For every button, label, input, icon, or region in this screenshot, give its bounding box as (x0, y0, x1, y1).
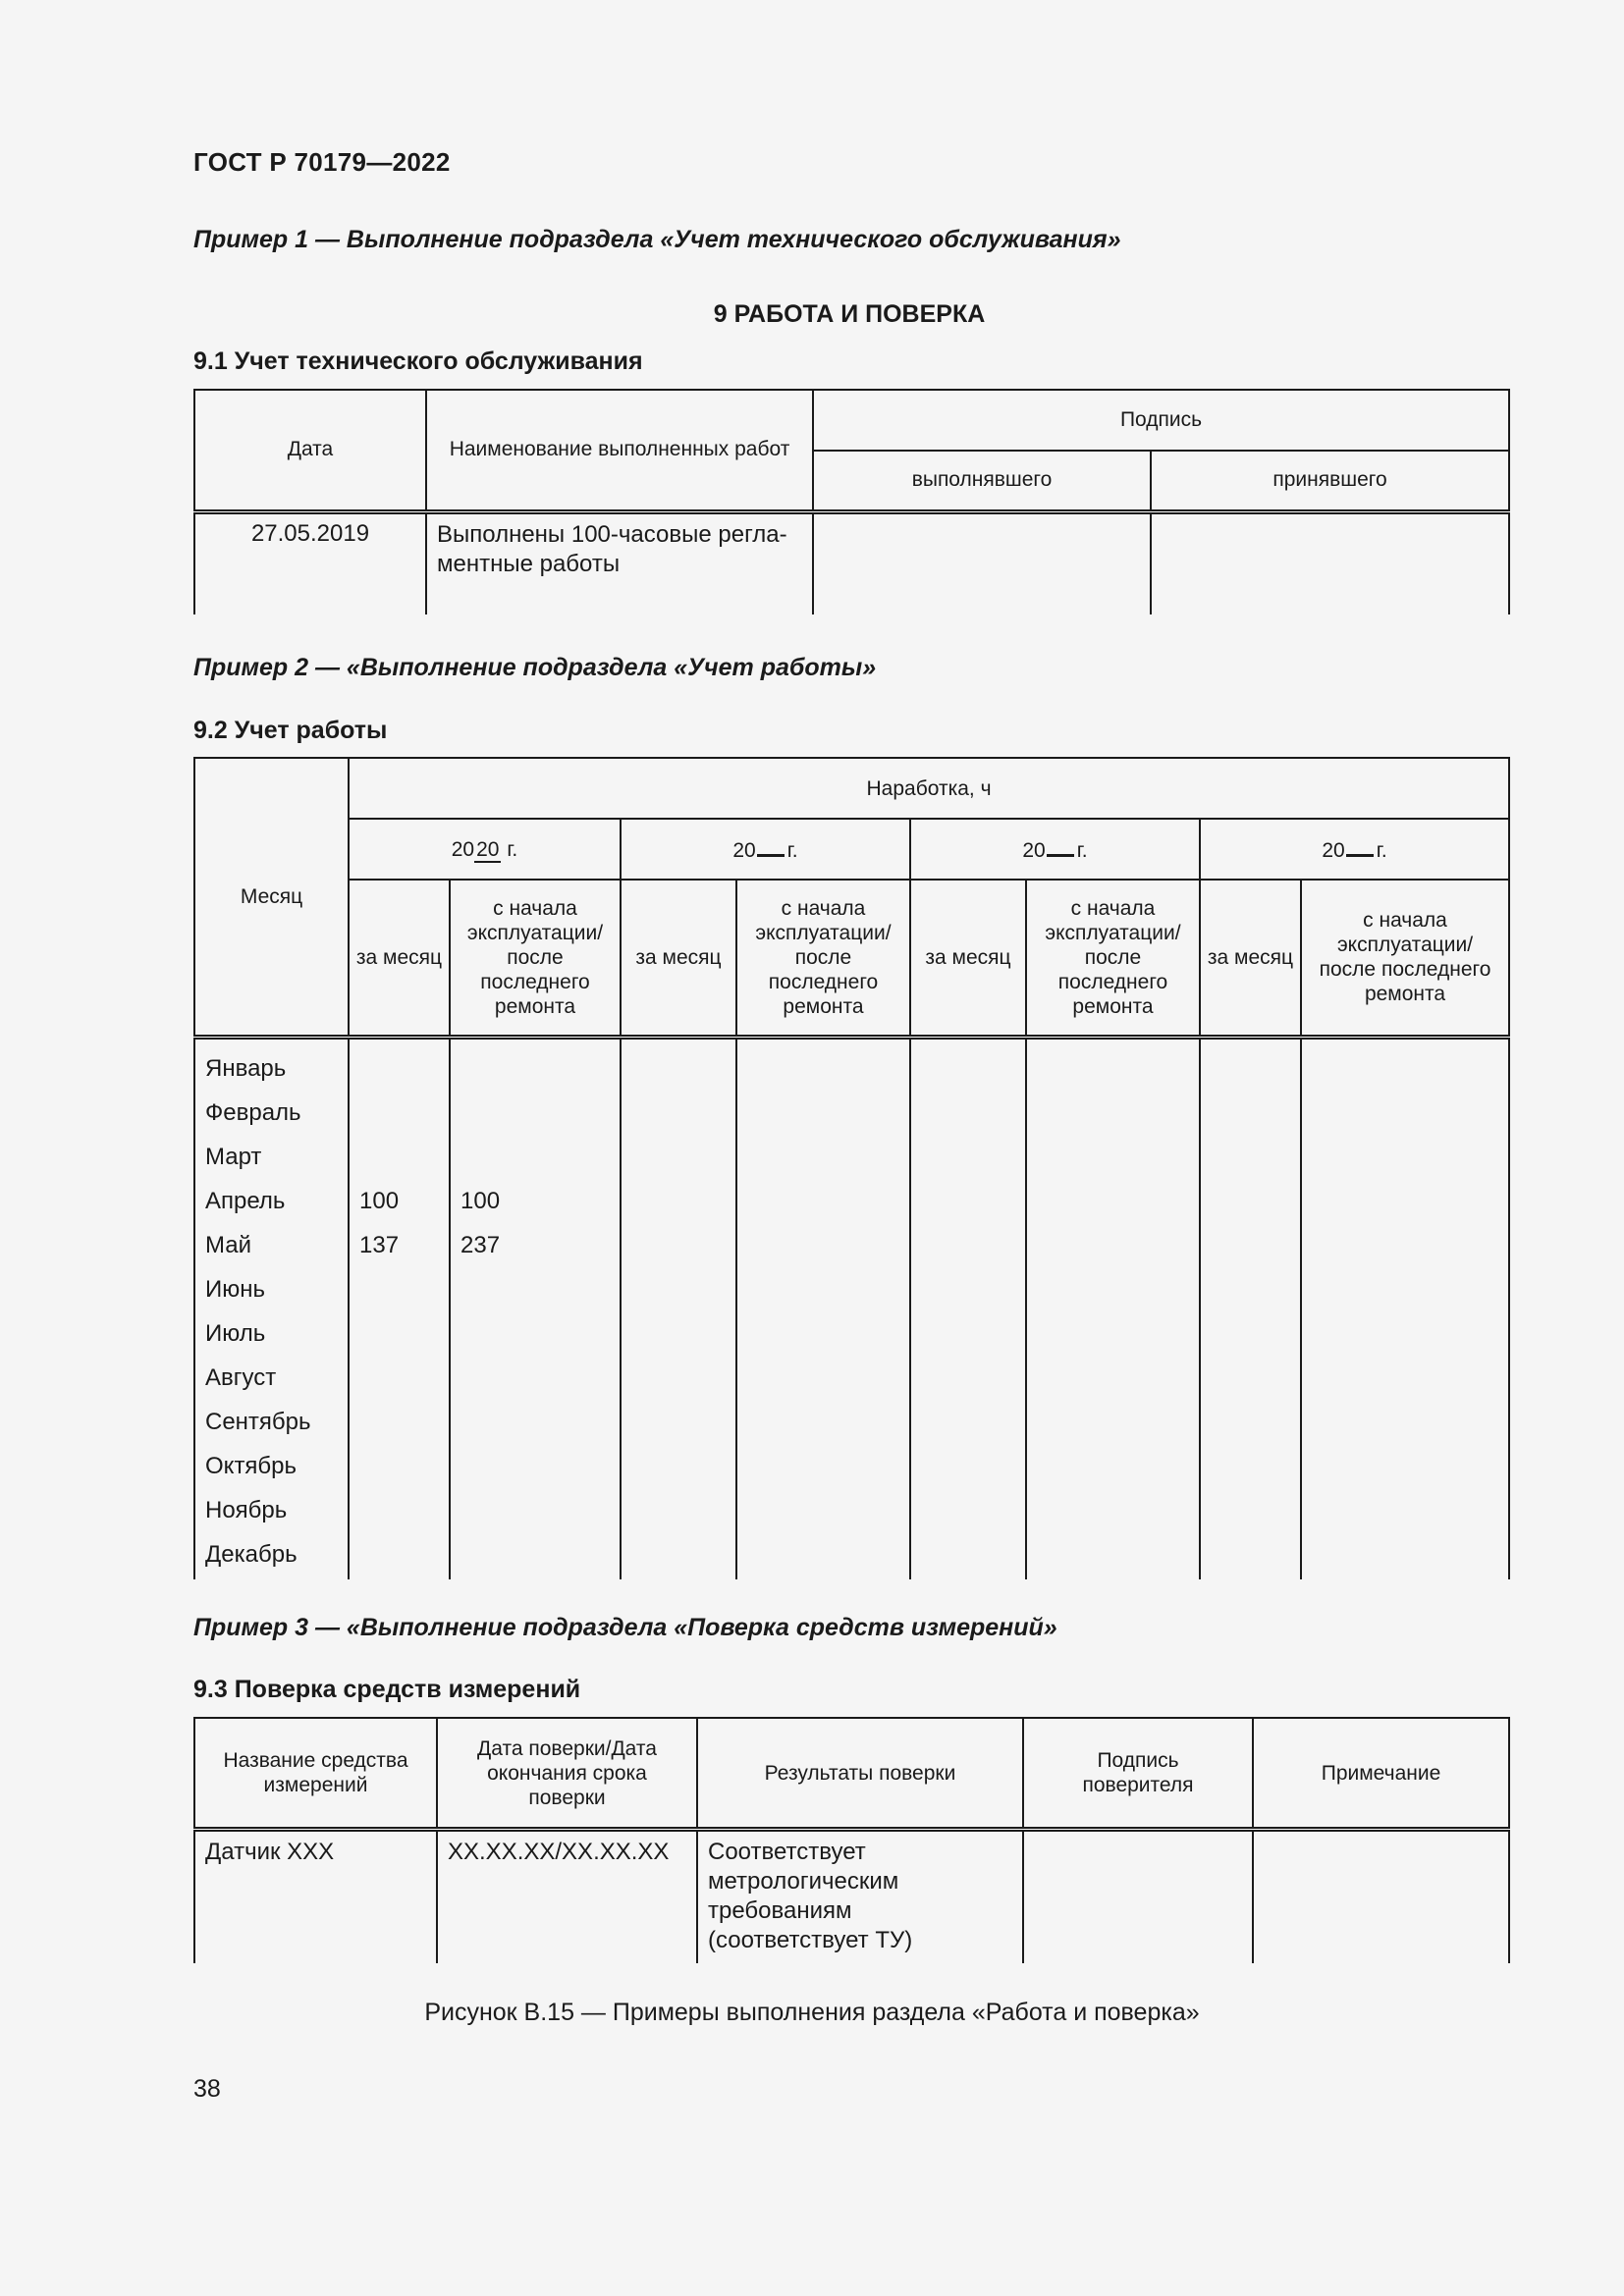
per-month-value-4 (1200, 1533, 1301, 1579)
per-month-value-2 (621, 1180, 736, 1224)
page-number: 38 (193, 2075, 221, 2103)
row-verifier-signature (1023, 1830, 1253, 1964)
per-month-value-4 (1200, 1489, 1301, 1533)
since-value-2 (736, 1180, 910, 1224)
since-value-1 (450, 1533, 621, 1579)
example-3-title: Пример 3 — «Выполнение подраздела «Поверка средств измерений» (193, 1614, 1057, 1641)
month-name: Декабрь (194, 1533, 349, 1579)
col-verifier-signature-header: Подпись поверителя (1023, 1718, 1253, 1830)
per-month-value-4 (1200, 1180, 1301, 1224)
since-value-2 (736, 1312, 910, 1357)
since-value-3 (1026, 1224, 1200, 1268)
since-value-3 (1026, 1489, 1200, 1533)
per-month-value-4 (1200, 1136, 1301, 1180)
table-row (194, 1357, 1509, 1401)
col-signature-header: Подпись (813, 390, 1509, 451)
since-value-4 (1301, 1312, 1509, 1357)
since-value-4 (1301, 1489, 1509, 1533)
month-name: Август (194, 1357, 349, 1401)
since-value-4 (1301, 1268, 1509, 1312)
since-value-2 (736, 1037, 910, 1092)
since-value-4 (1301, 1533, 1509, 1579)
per-month-value-2 (621, 1268, 736, 1312)
per-month-value-4 (1200, 1312, 1301, 1357)
per-month-value-4 (1200, 1445, 1301, 1489)
since-value-1 (450, 1136, 621, 1180)
subsection-9-3-title: 9.3 Поверка средств измерений (193, 1676, 581, 1703)
since-value-1 (450, 1268, 621, 1312)
col-per-month-2: за месяц (621, 880, 736, 1037)
per-month-value-3 (910, 1180, 1026, 1224)
year-header-3: 20 г. (910, 819, 1200, 880)
since-value-4 (1301, 1401, 1509, 1445)
month-name: Январь (194, 1037, 349, 1092)
year-header-4: 20 г. (1200, 819, 1509, 880)
since-value-3 (1026, 1533, 1200, 1579)
table-row (194, 1533, 1509, 1579)
since-value-2 (736, 1489, 910, 1533)
per-month-value-4 (1200, 1224, 1301, 1268)
per-month-value-1: 137 (349, 1224, 450, 1268)
per-month-value-3 (910, 1037, 1026, 1092)
since-value-1 (450, 1312, 621, 1357)
since-value-1 (450, 1401, 621, 1445)
since-value-2 (736, 1533, 910, 1579)
year-header-2: 20 г. (621, 819, 910, 880)
per-month-value-1: 100 (349, 1180, 450, 1224)
month-name: Июль (194, 1312, 349, 1357)
since-value-3 (1026, 1136, 1200, 1180)
col-date-header: Дата (194, 390, 426, 511)
per-month-value-1 (349, 1136, 450, 1180)
row-acceptor (1151, 511, 1509, 614)
col-since-2: с начала эксплуатации/ после последнего ремонта (736, 880, 910, 1037)
per-month-value-1 (349, 1357, 450, 1401)
row-instrument: Датчик XXX (194, 1830, 437, 1964)
since-value-2 (736, 1092, 910, 1136)
year-header-1: 2020 г. (349, 819, 621, 880)
since-value-1 (450, 1489, 621, 1533)
since-value-3 (1026, 1445, 1200, 1489)
col-per-month-1: за месяц (349, 880, 450, 1037)
table-row (194, 1092, 1509, 1136)
per-month-value-2 (621, 1401, 736, 1445)
month-name: Июнь (194, 1268, 349, 1312)
per-month-value-2 (621, 1357, 736, 1401)
per-month-value-2 (621, 1533, 736, 1579)
work-log-table (193, 757, 1510, 1579)
since-value-3 (1026, 1268, 1200, 1312)
since-value-4 (1301, 1136, 1509, 1180)
col-acceptor-header: принявшего (1151, 451, 1509, 511)
col-note-header: Примечание (1253, 1718, 1509, 1830)
since-value-3 (1026, 1401, 1200, 1445)
per-month-value-1 (349, 1312, 450, 1357)
since-value-2 (736, 1268, 910, 1312)
col-work-header: Наименование выполненных работ (426, 390, 813, 511)
per-month-value-1 (349, 1401, 450, 1445)
col-per-month-3: за месяц (910, 880, 1026, 1037)
table-row (194, 1136, 1509, 1180)
row-work: Выполнены 100-часовые регла-ментные работы (426, 511, 813, 614)
per-month-value-3 (910, 1401, 1026, 1445)
since-value-3 (1026, 1180, 1200, 1224)
row-note (1253, 1830, 1509, 1964)
per-month-value-1 (349, 1268, 450, 1312)
row-date: 27.05.2019 (194, 511, 426, 614)
since-value-1 (450, 1357, 621, 1401)
month-name: Май (194, 1224, 349, 1268)
per-month-value-4 (1200, 1037, 1301, 1092)
since-value-2 (736, 1401, 910, 1445)
per-month-value-2 (621, 1092, 736, 1136)
per-month-value-3 (910, 1357, 1026, 1401)
col-instrument-header: Название средства измерений (194, 1718, 437, 1830)
example-2-title: Пример 2 — «Выполнение подраздела «Учет работы» (193, 654, 877, 681)
section-title: 9 РАБОТА И ПОВЕРКА (713, 300, 986, 328)
example-1-title: Пример 1 — Выполнение подраздела «Учет технического обслуживания» (193, 226, 1121, 253)
since-value-4 (1301, 1357, 1509, 1401)
verification-table (193, 1717, 1510, 1963)
col-hours-header: Наработка, ч (349, 758, 1509, 819)
col-since-1: с начала эксплуатации/ после последнего ремонта (450, 880, 621, 1037)
since-value-4 (1301, 1092, 1509, 1136)
row-result: Соответствует метрологическим требованиям (соответствует ТУ) (697, 1830, 1023, 1964)
month-name: Ноябрь (194, 1489, 349, 1533)
per-month-value-1 (349, 1092, 450, 1136)
per-month-value-3 (910, 1533, 1026, 1579)
per-month-value-4 (1200, 1401, 1301, 1445)
per-month-value-1 (349, 1037, 450, 1092)
maintenance-table (193, 389, 1510, 614)
col-since-4: с начала эксплуатации/ после последнего ремонта (1301, 880, 1509, 1037)
per-month-value-3 (910, 1268, 1026, 1312)
month-name: Февраль (194, 1092, 349, 1136)
since-value-2 (736, 1224, 910, 1268)
since-value-4 (1301, 1037, 1509, 1092)
month-name: Март (194, 1136, 349, 1180)
col-per-month-4: за месяц (1200, 880, 1301, 1037)
table-row (194, 1489, 1509, 1533)
per-month-value-2 (621, 1136, 736, 1180)
per-month-value-1 (349, 1445, 450, 1489)
table-row (194, 1401, 1509, 1445)
per-month-value-2 (621, 1037, 736, 1092)
per-month-value-4 (1200, 1092, 1301, 1136)
per-month-value-2 (621, 1445, 736, 1489)
since-value-2 (736, 1357, 910, 1401)
col-result-header: Результаты поверки (697, 1718, 1023, 1830)
subsection-9-2-title: 9.2 Учет работы (193, 717, 388, 744)
table-row (194, 511, 1509, 614)
figure-caption: Рисунок В.15 — Примеры выполнения раздела «Работа и поверка» (424, 1999, 1200, 2026)
per-month-value-3 (910, 1312, 1026, 1357)
table-row (194, 1312, 1509, 1357)
month-name: Апрель (194, 1180, 349, 1224)
since-value-3 (1026, 1092, 1200, 1136)
col-verification-date-header: Дата поверки/Дата окончания срока поверки (437, 1718, 697, 1830)
since-value-4 (1301, 1445, 1509, 1489)
since-value-3 (1026, 1037, 1200, 1092)
per-month-value-1 (349, 1489, 450, 1533)
since-value-3 (1026, 1312, 1200, 1357)
since-value-1 (450, 1445, 621, 1489)
since-value-4 (1301, 1180, 1509, 1224)
since-value-4 (1301, 1224, 1509, 1268)
col-performer-header: выполнявшего (813, 451, 1151, 511)
per-month-value-3 (910, 1224, 1026, 1268)
per-month-value-3 (910, 1489, 1026, 1533)
document-header: ГОСТ Р 70179—2022 (193, 147, 451, 177)
month-name: Сентябрь (194, 1401, 349, 1445)
subsection-9-1-title: 9.1 Учет технического обслуживания (193, 347, 643, 375)
per-month-value-1 (349, 1533, 450, 1579)
table-row (194, 1830, 1509, 1964)
col-since-3: с начала эксплуатации/ после последнего ремонта (1026, 880, 1200, 1037)
per-month-value-2 (621, 1224, 736, 1268)
table-row (194, 1037, 1509, 1092)
per-month-value-4 (1200, 1268, 1301, 1312)
per-month-value-3 (910, 1136, 1026, 1180)
since-value-2 (736, 1136, 910, 1180)
table-row (194, 1180, 1509, 1224)
table-row (194, 1445, 1509, 1489)
since-value-2 (736, 1445, 910, 1489)
since-value-1 (450, 1092, 621, 1136)
per-month-value-2 (621, 1312, 736, 1357)
since-value-1: 237 (450, 1224, 621, 1268)
month-name: Октябрь (194, 1445, 349, 1489)
since-value-1: 100 (450, 1180, 621, 1224)
table-row (194, 1268, 1509, 1312)
since-value-3 (1026, 1357, 1200, 1401)
row-verification-date: XX.XX.XX/XX.XX.XX (437, 1830, 697, 1964)
per-month-value-2 (621, 1489, 736, 1533)
per-month-value-3 (910, 1092, 1026, 1136)
per-month-value-3 (910, 1445, 1026, 1489)
row-performer (813, 511, 1151, 614)
table-row (194, 1224, 1509, 1268)
col-month-header: Месяц (194, 758, 349, 1037)
per-month-value-4 (1200, 1357, 1301, 1401)
since-value-1 (450, 1037, 621, 1092)
